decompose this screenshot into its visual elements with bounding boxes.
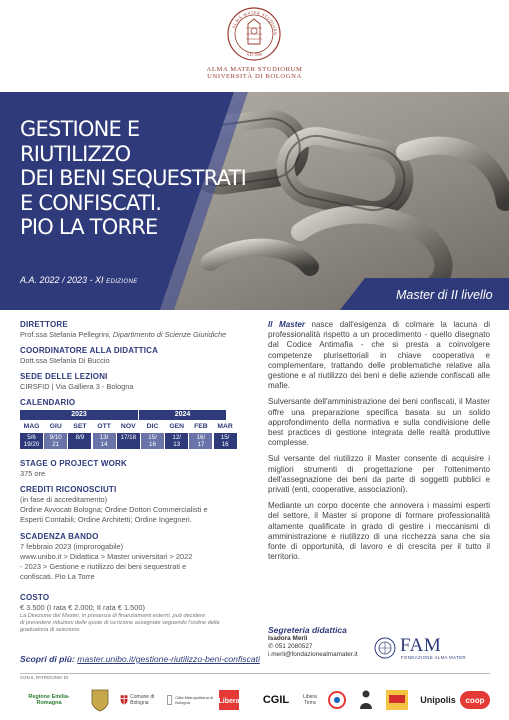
university-name-line-1: ALMA MATER STUDIORUM bbox=[206, 66, 303, 73]
circle-emblem-icon bbox=[328, 691, 346, 709]
calendar-year-2024: 2024 bbox=[139, 410, 226, 420]
fam-logo-text: FAM bbox=[400, 635, 442, 656]
calendar-month: SET bbox=[68, 421, 91, 432]
calendario-section bbox=[20, 398, 256, 408]
libera-icon bbox=[218, 689, 240, 711]
crest-icon bbox=[90, 688, 110, 712]
section-text: € 3.500 (I rata € 2.000; II rata € 1.500) bbox=[20, 603, 145, 612]
segreteria-email[interactable]: i.merli@fondazionealmamater.it bbox=[268, 651, 358, 658]
costo-section bbox=[20, 593, 256, 634]
calendar-days bbox=[214, 433, 237, 449]
university-name-line-2: UNIVERSITÀ DI BOLOGNA bbox=[207, 73, 302, 80]
shield-icon bbox=[120, 692, 128, 708]
calendar-day-line: 14 bbox=[100, 441, 108, 448]
coop-icon bbox=[460, 691, 490, 709]
section-heading: COORDINATORE ALLA DIDATTICA bbox=[20, 346, 159, 355]
svg-text:A.D. 1088: A.D. 1088 bbox=[246, 53, 262, 57]
section-text: 7 febbraio 2023 (improrogabile) bbox=[20, 542, 124, 551]
partner-emblem bbox=[325, 684, 349, 716]
calendar-days bbox=[189, 433, 212, 449]
libera-terra-logo: Libera Terra bbox=[303, 694, 317, 706]
description bbox=[268, 320, 490, 568]
tower-icon bbox=[166, 693, 173, 707]
cost-note: La Direzione del Master, in presenza di finanziamenti esterni, può decidere bbox=[20, 613, 206, 619]
master-title bbox=[20, 117, 250, 240]
section-text: - 2023 > Gestione e riutilizzo dei beni sequestrati e bbox=[20, 562, 187, 571]
svg-text:ALMA MATER STUDIORUM: ALMA MATER STUDIORU bbox=[230, 9, 279, 36]
calendar-day-line: 19/20 bbox=[23, 441, 40, 448]
calendar-year-2023: 2023 bbox=[20, 410, 138, 420]
section-heading: SCADENZA BANDO bbox=[20, 532, 99, 541]
calendar-month: GIU bbox=[44, 421, 67, 432]
calendar-month: GEN bbox=[165, 421, 188, 432]
section-heading: CALENDARIO bbox=[20, 398, 76, 407]
logo-emblem bbox=[86, 684, 114, 716]
calendar-days bbox=[68, 433, 91, 449]
unipolis-logo: Unipolis bbox=[420, 695, 456, 705]
citta-metropolitana-logo: Città Metropolitana di Bologna bbox=[166, 684, 214, 716]
calendar-days bbox=[44, 433, 67, 449]
calendar-days bbox=[117, 433, 140, 449]
crediti-section bbox=[20, 485, 256, 525]
section-heading: CREDITI RICONOSCIUTI bbox=[20, 485, 117, 494]
description-paragraph: Sulversante dell'amministrazione dei beni confiscati, il Master offre una preparazione specifica basata su un solido approfondimento della normativa e sulla condivisione delle best practices di gestione integrata delle realtà produttive complesse. bbox=[268, 397, 490, 448]
partner-book-logo bbox=[382, 684, 412, 716]
segreteria-name: Isadora Merli bbox=[268, 635, 308, 642]
title-line: DEI BENI SEQUESTRATI bbox=[20, 166, 246, 190]
scopri-di-piu: Scopri di più: master.unibo.it/gestione-riutilizzo-beni-confiscati bbox=[20, 654, 260, 664]
coordinatore-section bbox=[20, 346, 256, 366]
comune-bologna-logo: Comune di Bologna bbox=[120, 684, 160, 716]
fam-logo-subtitle: FONDAZIONE ALMA MATER bbox=[401, 655, 466, 660]
stage-section bbox=[20, 459, 256, 479]
calendar-day-line: 12/ bbox=[172, 433, 181, 441]
figure-icon bbox=[357, 689, 375, 711]
section-text: 375 ore bbox=[20, 469, 46, 478]
svg-text:coop: coop bbox=[465, 696, 485, 705]
master-website-link[interactable]: master.unibo.it/gestione-riutilizzo-beni-confiscati bbox=[77, 654, 260, 664]
calendar-days bbox=[93, 433, 116, 449]
segreteria-section bbox=[268, 625, 358, 659]
description-paragraph: Mediante un corpo docente che annovera i massimi esperti del settore, il Master si propone di formare professionalità altamente qualificate in grado di gestire i meccanismi di amministrazione e riutilizzo di una ricchezza sana che sia fonte di opportunità, di lavoro e di crescita per il tutto il territorio. bbox=[268, 501, 490, 562]
calendar-month: MAR bbox=[214, 421, 237, 432]
section-text: Ordine Avvocati Bologna; Ordine Dottori Commercialisti e bbox=[20, 505, 208, 514]
academic-year: A.A. 2022 / 2023 - XI EDIZIONE bbox=[20, 275, 138, 285]
title-line: E CONFISCATI. bbox=[20, 190, 162, 215]
university-seal-logo bbox=[226, 6, 282, 62]
segreteria-title: Segreteria didattica bbox=[268, 625, 347, 635]
calendar-month: DIC bbox=[141, 421, 164, 432]
calendar-day-line: 17 bbox=[197, 441, 205, 448]
calendar-day-line: 16/ bbox=[196, 433, 206, 441]
calendar-day-line: 9/10 bbox=[49, 433, 62, 441]
section-heading: STAGE O PROJECT WORK bbox=[20, 459, 127, 468]
section-text: confiscati. Pio La Torre bbox=[20, 572, 95, 581]
calendar-day-line: 15/ bbox=[220, 433, 230, 441]
calendar-day-line: 21 bbox=[52, 441, 60, 448]
direttore-section bbox=[20, 320, 256, 340]
section-text: Prof.ssa Stefania Pellegrini, Dipartimento di Scienze Giuridiche bbox=[20, 330, 227, 339]
section-text: Esperti Contabili; Ordine Architetti; Ordine Ingegneri. bbox=[20, 515, 192, 524]
scadenza-section bbox=[20, 532, 256, 582]
calendar-days bbox=[141, 433, 164, 449]
title-line: GESTIONE E RIUTILIZZO bbox=[20, 117, 140, 166]
calendar-day-line: 15/ bbox=[148, 433, 157, 441]
section-heading: SEDE DELLE LEZIONI bbox=[20, 372, 108, 381]
footer-divider bbox=[20, 673, 490, 674]
description-paragraph: Il Master nasce dall'esigenza di colmare la lacuna di professionalità rispetto a un procedimento - quello disegnato dal Codice Antimafia - che si presta a coinvolgere competenze plurisettoriali in chiave cooperativa e complementare, trattando delle problematiche relative alla gestione e al riutilizzo dei beni e delle aziende confiscati alle mafie. bbox=[268, 320, 490, 391]
partner-emblem-2 bbox=[355, 684, 377, 716]
calendar-month: OTT bbox=[93, 421, 116, 432]
description-paragraph: Sul versante del riutilizzo il Master consente di acquisire i migliori strumenti di progettazione per l'ottenimento dell'assegnazione dei beni da parte di soggetti pubblici e privati (enti, cooperative, associazioni). bbox=[268, 454, 490, 495]
calendar-month: NOV bbox=[117, 421, 140, 432]
calendar-day-line: 13/ bbox=[99, 433, 109, 441]
calendar-day-line: 13 bbox=[173, 441, 181, 448]
cgil-logo: CGIL bbox=[262, 694, 290, 706]
phone-icon: ✆ bbox=[268, 643, 276, 650]
partner-logos bbox=[20, 684, 490, 716]
cost-note: di prevedere riduzioni delle quote di iscrizione assegnate seguendo l'ordine della bbox=[20, 620, 220, 626]
svg-text:Libera: Libera bbox=[218, 698, 240, 705]
section-text: (in fase di accreditamento) bbox=[20, 495, 108, 504]
cost-note: graduatoria di selezione. bbox=[20, 627, 81, 633]
coop-logo bbox=[460, 684, 490, 716]
title-line: PIO LA TORRE bbox=[20, 215, 158, 239]
master-level-label: Master di II livello bbox=[396, 288, 493, 302]
calendar-day-line: 16 bbox=[149, 441, 156, 448]
calendar-day-line: 17/18 bbox=[120, 433, 137, 441]
section-text: www.unibo.it > Didattica > Master universitari > 2022 bbox=[20, 552, 193, 561]
calendar-month: MAG bbox=[20, 421, 43, 432]
book-icon bbox=[385, 689, 409, 711]
section-heading: COSTO bbox=[20, 593, 50, 602]
calendar-days bbox=[165, 433, 188, 449]
section-heading: DIRETTORE bbox=[20, 320, 68, 329]
sede-section bbox=[20, 372, 256, 392]
calendar-days bbox=[20, 433, 43, 449]
calendar-day-line: 5/6 bbox=[27, 433, 36, 441]
section-text: CIRSFID | Via Galliera 3 - Bologna bbox=[20, 382, 134, 391]
segreteria-phone: ✆ 051 2080527 bbox=[268, 643, 313, 650]
calendar-day-line: 16 bbox=[221, 441, 229, 448]
calendar-day-line: 8/9 bbox=[75, 433, 85, 441]
regione-emilia-romagna-logo: Regione Emilia-Romagna bbox=[28, 694, 70, 706]
section-text: Dott.ssa Stefania Di Buccio bbox=[20, 356, 110, 365]
libera-logo bbox=[218, 684, 240, 716]
fam-emblem-icon bbox=[374, 637, 396, 659]
patronage-label: CON IL PATROCINIO DI bbox=[20, 675, 68, 680]
calendar-month: FEB bbox=[189, 421, 212, 432]
